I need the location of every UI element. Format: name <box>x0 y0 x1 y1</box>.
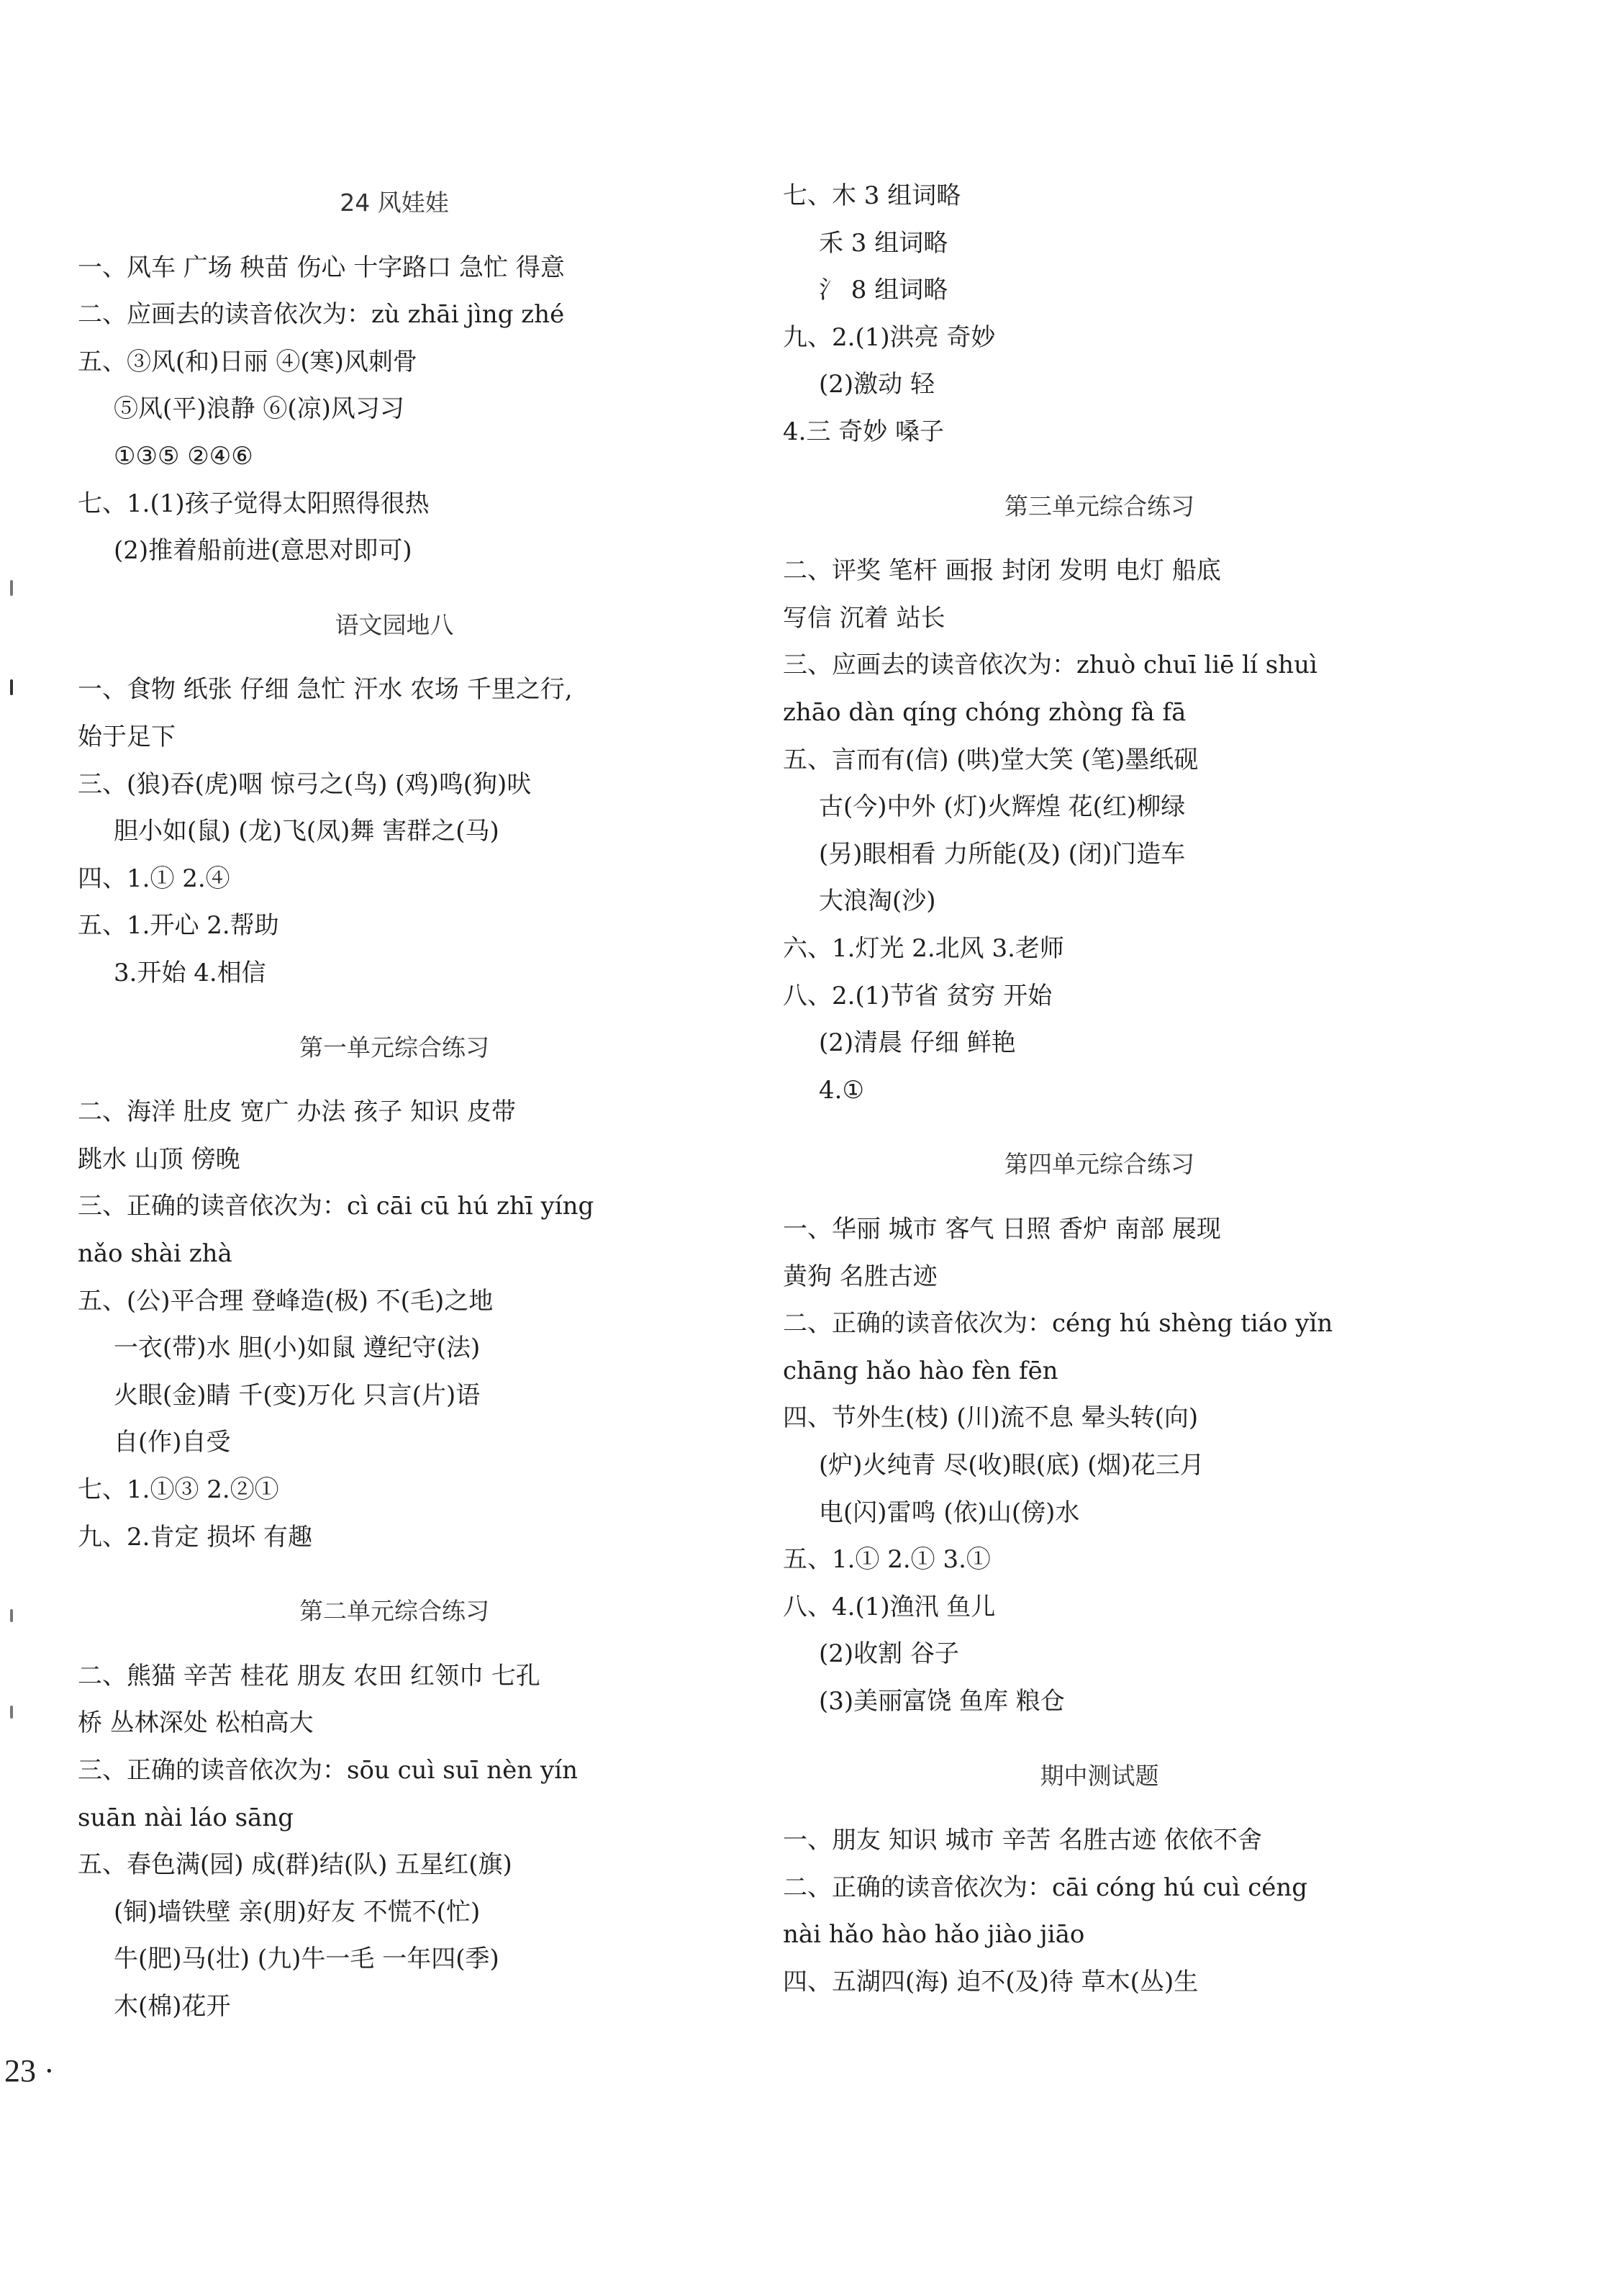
section-heading: 第二单元综合练习 <box>299 1597 489 1626</box>
answer-line: 禾 3 组词略 <box>819 228 948 258</box>
answer-line: 二、熊猫 辛苦 桂花 朋友 农田 红领巾 七孔 <box>78 1661 540 1690</box>
answer-line: (2)激动 轻 <box>819 370 935 399</box>
margin-mark <box>10 1706 13 1719</box>
answer-line: suān nài láo sāng <box>78 1803 294 1832</box>
answer-line: 三、正确的读音依次为：sōu cuì suī nèn yín <box>78 1756 578 1785</box>
answer-line: 写信 沉着 站长 <box>783 603 945 633</box>
answer-line: 始于足下 <box>78 723 176 751</box>
answer-line: 五、春色满(园) 成(群)结(队) 五星红(旗) <box>78 1850 512 1880</box>
answer-line: 五、1.① 2.① 3.① <box>783 1545 991 1575</box>
answer-line: 九、2.肯定 损坏 有趣 <box>78 1522 313 1552</box>
answer-line: 五、言而有(信) (哄)堂大笑 (笔)墨纸砚 <box>783 745 1199 774</box>
answer-line: 大浪淘(沙) <box>819 887 936 916</box>
section-heading: 24 风娃娃 <box>340 189 449 217</box>
answer-line: 六、1.灯光 2.北风 3.老师 <box>783 934 1064 963</box>
answer-line: 古(今)中外 (灯)火辉煌 花(红)柳绿 <box>819 792 1186 822</box>
answer-line: 八、4.(1)渔汛 鱼儿 <box>783 1592 996 1621</box>
section-heading: 第四单元综合练习 <box>1004 1150 1194 1179</box>
answer-line: 自(作)自受 <box>114 1428 231 1457</box>
answer-line: 二、正确的读音依次为：céng hú shèng tiáo yǐn <box>783 1309 1333 1339</box>
answer-line: 4.三 奇妙 嗓子 <box>783 417 945 446</box>
answer-line: 二、应画去的读音依次为：zù zhāi jìng zhé <box>78 300 565 330</box>
answer-line: 电(闪)雷鸣 (依)山(傍)水 <box>819 1498 1080 1527</box>
answer-line: 牛(肥)马(壮) (九)牛一毛 一年四(季) <box>114 1945 499 1974</box>
answer-line: 一、风车 广场 秧苗 伤心 十字路口 急忙 得意 <box>78 253 565 282</box>
answer-line: 一、食物 纸张 仔细 急忙 汗水 农场 千里之行, <box>78 675 573 705</box>
answer-line: 四、1.① 2.④ <box>78 864 230 893</box>
answer-line: (2)推着船前进(意思对即可) <box>114 536 412 566</box>
answer-line: (2)清晨 仔细 鲜艳 <box>819 1028 1016 1058</box>
answer-line: zhāo dàn qíng chóng zhòng fà fā <box>783 698 1187 727</box>
answer-line: 黄狗 名胜古迹 <box>783 1262 938 1291</box>
answer-line: 八、2.(1)节省 贫穷 开始 <box>783 981 1053 1010</box>
answer-line: (2)收割 谷子 <box>819 1639 959 1669</box>
answer-line: nài hǎo hào hǎo jiào jiāo <box>783 1920 1085 1950</box>
answer-line: (3)美丽富饶 鱼库 粮仓 <box>819 1687 1065 1716</box>
answer-line: 胆小如(鼠) (龙)飞(凤)舞 害群之(马) <box>114 817 499 846</box>
answer-line: 4.① <box>819 1075 864 1105</box>
answer-line: 四、节外生(枝) (川)流不息 晕头转(向) <box>783 1403 1199 1433</box>
answer-line: 五、1.开心 2.帮助 <box>78 911 279 941</box>
answer-line: 三、正确的读音依次为：cì cāi cū hú zhī yíng <box>78 1192 594 1221</box>
section-heading: 第一单元综合练习 <box>299 1033 489 1062</box>
answer-line: ①③⑤ ②④⑥ <box>114 442 253 471</box>
answer-line: 二、正确的读音依次为：cāi cóng hú cuì céng <box>783 1873 1308 1902</box>
answer-line: ⑤风(平)浪静 ⑥(凉)风习习 <box>114 394 404 424</box>
answer-line: 一、华丽 城市 客气 日照 香炉 南部 展现 <box>783 1215 1221 1244</box>
answer-line: 跳水 山顶 傍晚 <box>78 1144 240 1174</box>
section-heading: 语文园地八 <box>335 610 454 639</box>
answer-line: 桥 丛林深处 松柏高大 <box>78 1708 314 1738</box>
section-heading: 期中测试题 <box>1040 1761 1159 1790</box>
answer-line: 七、1.(1)孩子觉得太阳照得很热 <box>78 489 430 518</box>
answer-line: (炉)火纯青 尽(收)眼(底) (烟)花三月 <box>819 1451 1205 1480</box>
answer-line: 3.开始 4.相信 <box>114 959 266 987</box>
answer-line: (另)眼相看 力所能(及) (闭)门造车 <box>819 839 1186 869</box>
answer-line: chāng hǎo hào fèn fēn <box>783 1356 1058 1385</box>
answer-line: (铜)墙铁壁 亲(朋)好友 不慌不(忙) <box>114 1897 481 1927</box>
answer-line: 一、朋友 知识 城市 辛苦 名胜古迹 依依不舍 <box>783 1826 1263 1855</box>
answer-line: 五、③风(和)日丽 ④(寒)风刺骨 <box>78 347 417 376</box>
margin-mark <box>10 580 13 596</box>
answer-line: 木(棉)花开 <box>114 1992 231 2021</box>
page-number: 23 · <box>4 2053 55 2088</box>
answer-line: 一衣(带)水 胆(小)如鼠 遵纪守(法) <box>114 1334 481 1363</box>
margin-mark <box>10 1609 13 1622</box>
answer-line: 二、海洋 肚皮 宽广 办法 孩子 知识 皮带 <box>78 1097 516 1127</box>
answer-line: 二、评奖 笔杆 画报 封闭 发明 电灯 船底 <box>783 556 1221 586</box>
answer-line: 氵 8 组词略 <box>819 276 948 305</box>
answer-line: 四、五湖四(海) 迫不(及)待 草木(丛)生 <box>783 1968 1199 1996</box>
answer-line: 三、应画去的读音依次为：zhuò chuī liē lí shuì <box>783 651 1317 680</box>
section-heading: 第三单元综合练习 <box>1004 492 1194 520</box>
answer-line: 七、1.①③ 2.②① <box>78 1475 279 1504</box>
answer-line: 火眼(金)睛 千(变)万化 只言(片)语 <box>114 1380 481 1410</box>
answer-line: 三、(狼)吞(虎)咽 惊弓之(鸟) (鸡)鸣(狗)吠 <box>78 769 532 799</box>
answer-line: 九、2.(1)洪亮 奇妙 <box>783 322 996 352</box>
margin-mark <box>10 679 13 695</box>
answer-line: 五、(公)平合理 登峰造(极) 不(毛)之地 <box>78 1286 494 1316</box>
answer-line: 七、木 3 组词略 <box>783 181 961 210</box>
answer-line: nǎo shài zhà <box>78 1239 232 1268</box>
